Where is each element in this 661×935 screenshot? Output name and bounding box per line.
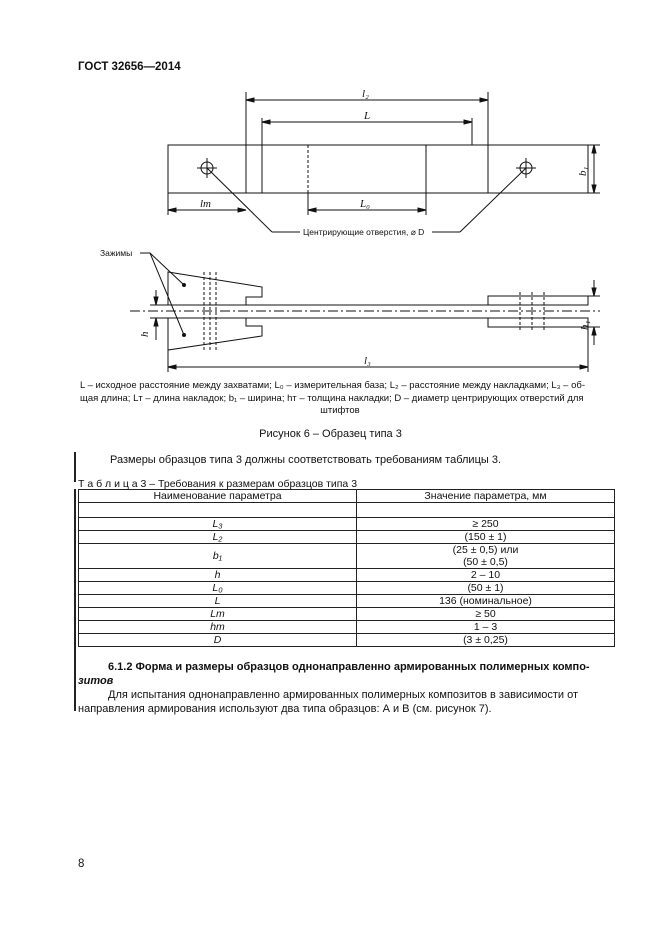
page-number: 8	[78, 858, 85, 870]
table-row: hт 1 – 3	[79, 621, 615, 634]
label-b1: b₁	[577, 166, 589, 176]
label-L: L	[364, 110, 371, 122]
revision-bar-2	[74, 489, 76, 711]
label-h: h	[139, 331, 151, 337]
table-3	[78, 489, 615, 647]
label-clamps: Зажимы	[100, 248, 133, 258]
table-row: b₁ (25 ± 0,5) или (50 ± 0,5)	[79, 544, 615, 569]
table-row: L₃ ≥ 250	[79, 518, 615, 531]
label-h1: h₁	[579, 320, 591, 330]
label-lt: lт	[200, 198, 211, 210]
legend-line-2: щая длина; Lт – длина накладок; b₁ – ширина; hт – толщина накладки; D – диаметр центрирующих отверстий для	[80, 392, 584, 404]
clamp-lower	[168, 318, 262, 350]
legend-line-1: L – исходное расстояние между захватами; L₀ – измерительная база; L₂ – расстояние между накладками; L₃ – об-	[80, 380, 585, 391]
label-l3: l₃	[364, 355, 371, 367]
header-param: Наименование параметра	[79, 490, 357, 503]
section-text-line-2: направления армирования используют два типа образцов: А и В (см. рисунок 7).	[78, 703, 492, 715]
table-row: h 2 – 10	[79, 569, 615, 582]
table-title: Т а б л и ц а 3 – Требования к размерам образцов типа 3	[78, 478, 358, 490]
label-center-holes: Центрирующие отверстия, ⌀ D	[303, 227, 425, 237]
section-heading-line-1: 6.1.2 Форма и размеры образцов однонаправленно армированных полимерных компо-	[108, 661, 590, 673]
table-header-row	[79, 490, 615, 503]
label-l2: l₂	[362, 88, 369, 100]
table-row: L₂ (150 ± 1)	[79, 531, 615, 544]
table-empty-row	[79, 503, 615, 518]
legend-line-3: штифтов	[320, 405, 360, 416]
revision-bar-1	[74, 452, 76, 482]
header-value: Значение параметра, мм	[357, 490, 615, 503]
table-row: D (3 ± 0,25)	[79, 634, 615, 647]
table-row: L₀ (50 ± 1)	[79, 582, 615, 595]
section-6-1-2	[78, 660, 615, 716]
clamp-upper	[168, 272, 262, 305]
section-heading-line-2: зитов	[78, 675, 114, 687]
table-row: L 136 (номинальное)	[79, 595, 615, 608]
intro-paragraph: Размеры образцов типа 3 должны соответствовать требованиям таблицы 3.	[110, 454, 502, 466]
document-header: ГОСТ 32656—2014	[78, 61, 181, 73]
figure-legend	[80, 380, 600, 418]
figure-6-drawing	[0, 0, 661, 380]
figure-caption: Рисунок 6 – Образец типа 3	[259, 428, 402, 440]
section-text-line-1: Для испытания однонаправленно армированных полимерных композитов в зависимости от	[108, 689, 579, 701]
label-L0: L₀	[360, 198, 370, 210]
table-row: Lт ≥ 50	[79, 608, 615, 621]
